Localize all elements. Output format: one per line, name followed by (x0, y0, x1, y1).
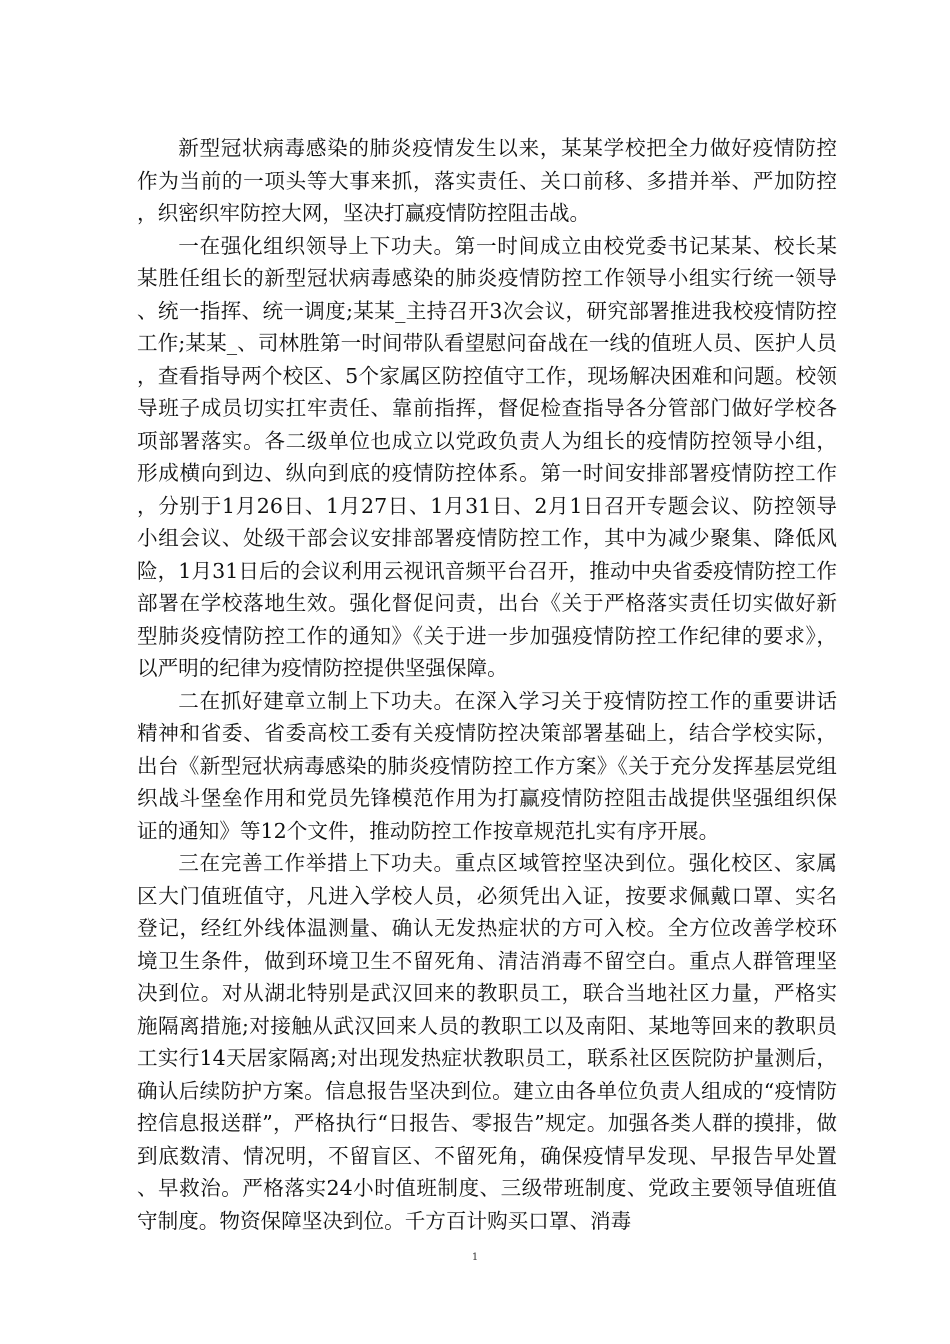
paragraph-rules-system: 二在抓好建章立制上下功夫。在深入学习关于疫情防控工作的重要讲话精神和省委、省委高校工委有关疫情防控决策部署基础上，结合学校实际，出台《新型冠状病毒感染的肺炎疫情防控工作方案》《关于充分发挥基层党组织战斗堡垒作用和党员先锋模范作用为打赢疫情防控阻击战提供坚强组织保证的通知》等12个文件，推动防控工作按章规范扎实有序开展。 (137, 688, 837, 843)
document-body (137, 132, 837, 1237)
paragraph-intro: 新型冠状病毒感染的肺炎疫情发生以来，某某学校把全力做好疫情防控作为当前的一项头等大事来抓，落实责任、关口前移、多措并举、严加防控，织密织牢防控大网，坚决打赢疫情防控阻击战。 (137, 136, 837, 225)
paragraph-organization-leadership: 一在强化组织领导上下功夫。第一时间成立由校党委书记某某、校长某某胜任组长的新型冠状病毒感染的肺炎疫情防控工作领导小组实行统一领导、统一指挥、统一调度;某某_主持召开3次会议，研究部署推进我校疫情防控工作;某某_、司林胜第一时间带队看望慰问奋战在一线的值班人员、医护人员，查看指导两个校区、5个家属区防控值守工作，现场解决困难和问题。校领导班子成员切实扛牢责任、靠前指挥，督促检查指导各分管部门做好学校各项部署落实。各二级单位也成立以党政负责人为组长的疫情防控领导小组，形成横向到边、纵向到底的疫情防控体系。第一时间安排部署疫情防控工作，分别于1月26日、1月27日、1月31日、2月1日召开专题会议、防控领导小组会议、处级干部会议安排部署疫情防控工作，其中为减少聚集、降低风险，1月31日后的会议利用云视讯音频平台召开，推动中央省委疫情防控工作部署在学校落地生效。强化督促问责，出台《关于严格落实责任切实做好新型肺炎疫情防控工作的通知》《关于进一步加强疫情防控工作纪律的要求》，以严明的纪律为疫情防控提供坚强保障。 (137, 233, 837, 680)
page-number: 1 (471, 1252, 479, 1263)
paragraph-work-measures: 三在完善工作举措上下功夫。重点区域管控坚决到位。强化校区、家属区大门值班值守，凡进入学校人员，必须凭出入证，按要求佩戴口罩、实名登记，经红外线体温测量、确认无发热症状的方可入校。全方位改善学校环境卫生条件，做到环境卫生不留死角、清洁消毒不留空白。重点人群管理坚决到位。对从湖北特别是武汉回来的教职员工，联合当地社区力量，严格实施隔离措施;对接触从武汉回来人员的教职工以及南阳、某地等回来的教职员工实行14天居家隔离;对出现发热症状教职员工，联系社区医院防护量测后，确认后续防护方案。信息报告坚决到位。建立由各单位负责人组成的“疫情防控信息报送群”，严格执行“日报告、零报告”规定。加强各类人群的摸排，做到底数清、情况明，不留盲区、不留死角，确保疫情早发现、早报告早处置、早救治。严格落实24小时值班制度、三级带班制度、党政主要领导值班值守制度。物资保障坚决到位。千方百计购买口罩、消毒 (137, 851, 837, 1233)
